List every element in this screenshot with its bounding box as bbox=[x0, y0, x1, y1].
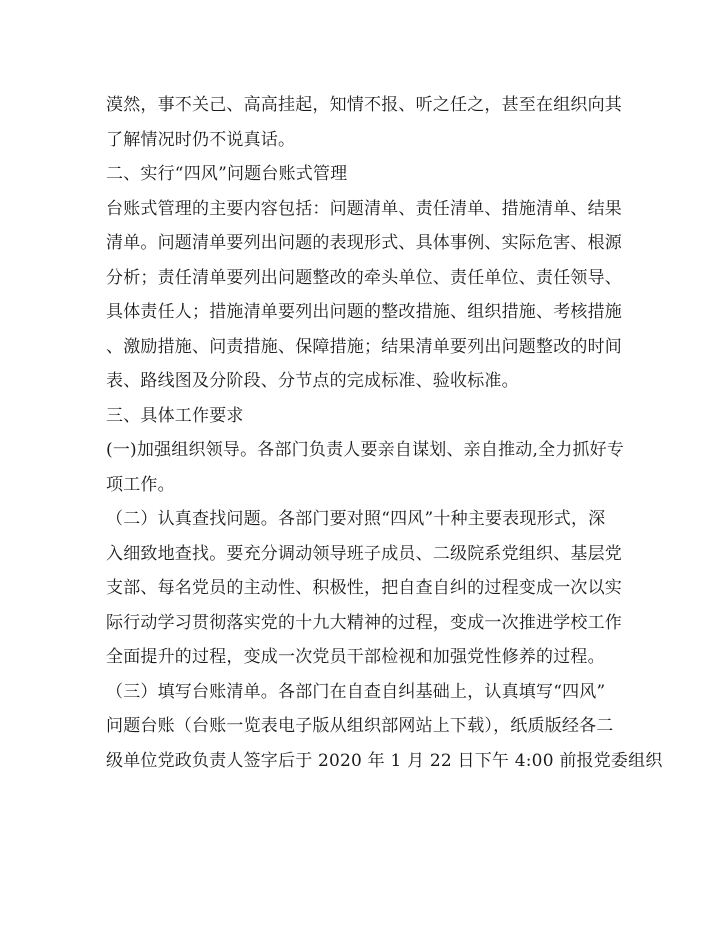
text-line: （三）填写台账清单。各部门在自查自纠基础上，认真填写“四风” bbox=[106, 681, 606, 702]
text-line: 表、路线图及分阶段、分节点的完成标准、验收标准。 bbox=[106, 371, 519, 391]
text-line: 全面提升的过程，变成一次党员干部检视和加强党性修养的过程。 bbox=[106, 647, 605, 667]
text-line: 具体责任人；措施清单要列出问题的整改措施、组织措施、考核措施 bbox=[106, 302, 622, 322]
body-text bbox=[106, 88, 663, 778]
text-line: （二）认真查找问题。各部门要对照“四风”十种主要表现形式，深 bbox=[106, 509, 606, 529]
text-line: 分析；责任清单要列出问题整改的牵头单位、责任单位、责任领导、 bbox=[106, 267, 622, 288]
section-heading: 三、具体工作要求 bbox=[106, 405, 244, 426]
text-line: 台账式管理的主要内容包括：问题清单、责任清单、措施清单、结果 bbox=[106, 198, 622, 219]
text-line: 、激励措施、问责措施、保障措施；结果清单要列出问题整改的时间 bbox=[106, 336, 622, 357]
text-line: 清单。问题清单要列出问题的表现形式、具体事例、实际危害、根源 bbox=[106, 233, 622, 253]
text-line: 支部、每名党员的主动性、积极性，把自查自纠的过程变成一次以实 bbox=[106, 578, 622, 598]
text-line: 入细致地查找。要充分调动领导班子成员、二级院系党组织、基层党 bbox=[106, 543, 622, 564]
text-line: 了解情况时仍不说真话。 bbox=[106, 129, 296, 150]
section-heading: 二、实行“四风”问题台账式管理 bbox=[106, 164, 348, 184]
text-line: (一)加强组织领导。各部门负责人要亲自谋划、亲自推动,全力抓好专 bbox=[106, 440, 625, 460]
text-line: 项工作。 bbox=[106, 474, 175, 495]
text-line: 际行动学习贯彻落实党的十九大精神的过程，变成一次推进学校工作 bbox=[106, 612, 622, 633]
text-line: 漠然，事不关己、高高挂起，知情不报、听之任之，甚至在组织向其 bbox=[106, 95, 622, 115]
text-line: 级单位党政负责人签字后于 2020 年 1 月 22 日下午 4:00 前报党委组织 bbox=[106, 750, 663, 771]
text-line: 问题台账（台账一览表电子版从组织部网站上下载），纸质版经各二 bbox=[106, 716, 614, 736]
